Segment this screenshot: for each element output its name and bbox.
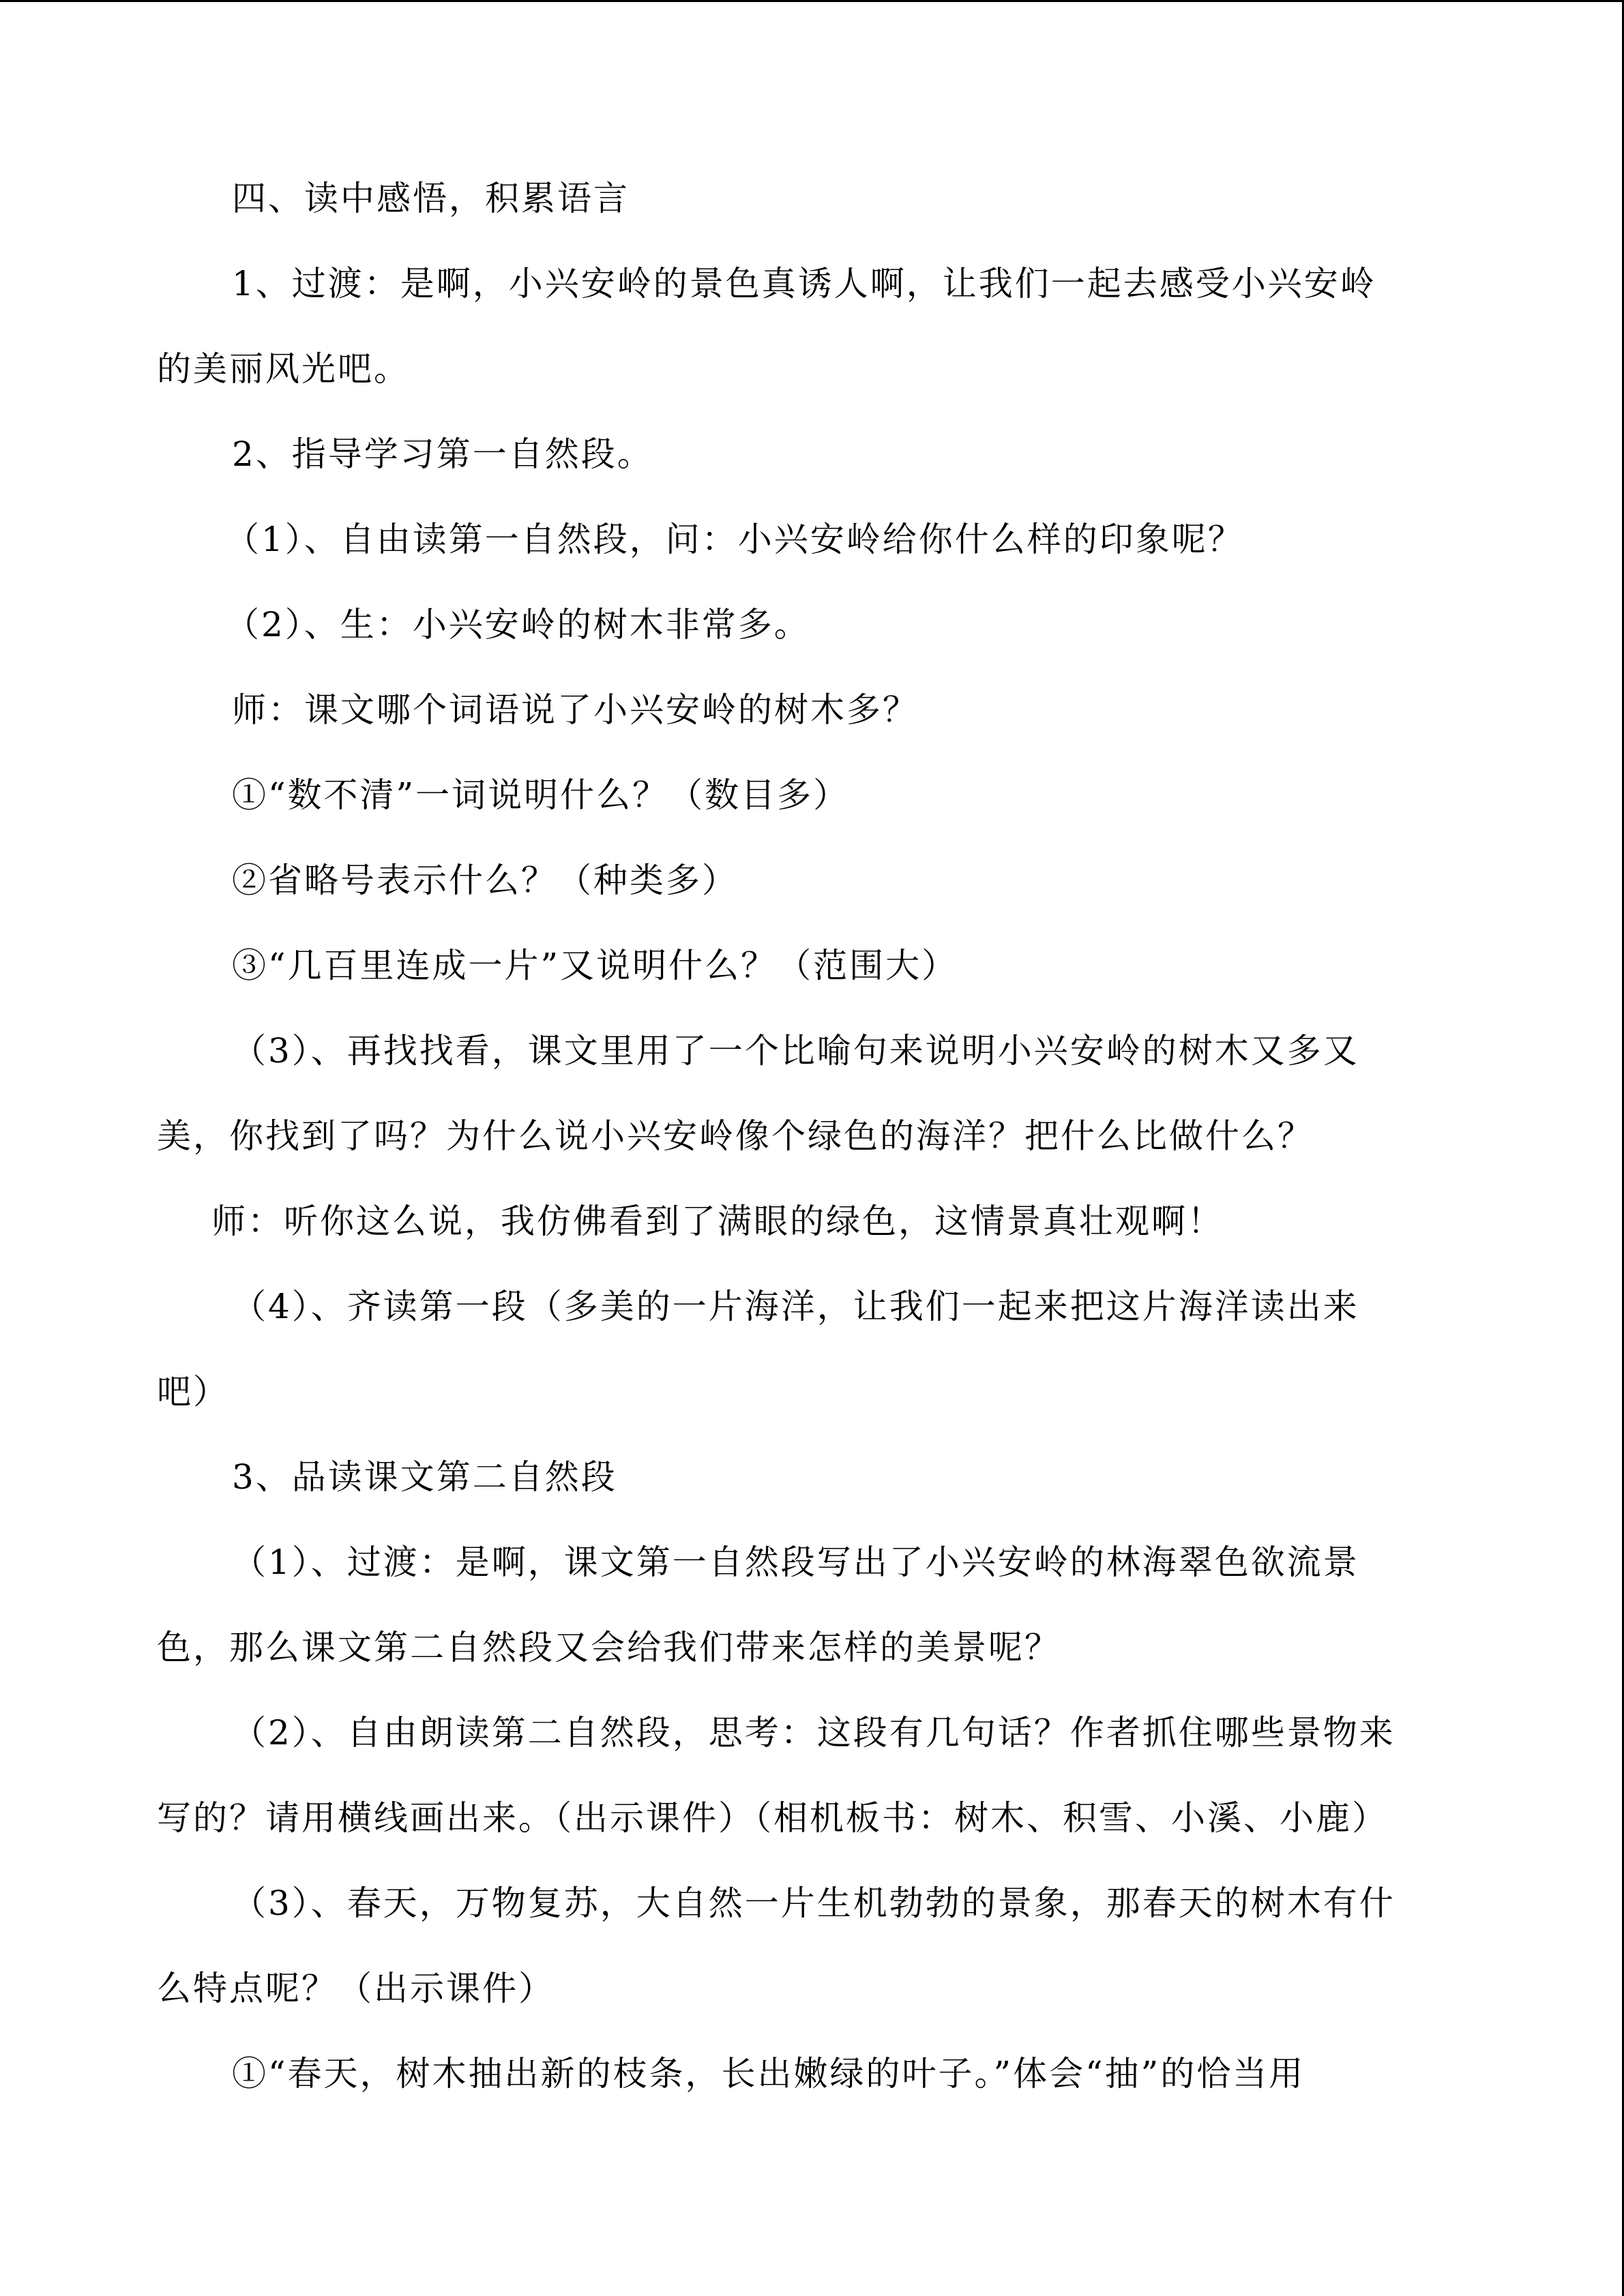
paragraph-line: ①“春天，树木抽出新的枝条，长出嫩绿的叶子。”体会“抽”的恰当用 bbox=[232, 2054, 1305, 2093]
paragraph-line: ①“数不清”一词说明什么？（数目多） bbox=[232, 775, 850, 815]
paragraph-line: （1）、过渡：是啊，课文第一自然段写出了小兴安岭的林海翠色欲流景 bbox=[232, 1542, 1359, 1582]
paragraph-line: 的美丽风光吧。 bbox=[157, 349, 410, 389]
paragraph-line: （3）、春天，万物复苏，大自然一片生机勃勃的景象，那春天的树木有什 bbox=[232, 1883, 1396, 1923]
section-heading: 四、读中感悟，积累语言 bbox=[232, 179, 630, 218]
section-heading: 3、品读课文第二自然段 bbox=[232, 1457, 617, 1497]
paragraph-line: 师：听你这么说，我仿佛看到了满眼的绿色，这情景真壮观啊！ bbox=[211, 1202, 1224, 1241]
paragraph-line: ③“几百里连成一片”又说明什么？（范围大） bbox=[232, 946, 958, 985]
paragraph-line: 师：课文哪个词语说了小兴安岭的树木多？ bbox=[232, 690, 919, 730]
paragraph-line: 么特点呢？（出示课件） bbox=[157, 1969, 555, 2008]
paragraph-line: ②省略号表示什么？（种类多） bbox=[232, 861, 738, 900]
paragraph-line: （3）、再找找看，课文里用了一个比喻句来说明小兴安岭的树木又多又 bbox=[232, 1031, 1359, 1071]
paragraph-line: 吧） bbox=[157, 1372, 229, 1412]
paragraph-line: （2）、自由朗读第二自然段，思考：这段有几句话？作者抓住哪些景物来 bbox=[232, 1713, 1396, 1753]
paragraph-line: 写的？请用横线画出来。（出示课件）（相机板书：树木、积雪、小溪、小鹿） bbox=[157, 1798, 1388, 1838]
paragraph-line: 色，那么课文第二自然段又会给我们带来怎样的美景呢？ bbox=[157, 1628, 1061, 1667]
paragraph-line: 1、过渡：是啊，小兴安岭的景色真诱人啊，让我们一起去感受小兴安岭 bbox=[232, 264, 1376, 303]
paragraph-line: 美，你找到了吗？为什么说小兴安岭像个绿色的海洋？把什么比做什么？ bbox=[157, 1116, 1314, 1156]
page-border-top bbox=[0, 0, 1624, 2]
paragraph-line: （2）、生：小兴安岭的树木非常多。 bbox=[225, 605, 810, 644]
paragraph-line: （1）、自由读第一自然段，问：小兴安岭给你什么样的印象呢？ bbox=[225, 520, 1244, 559]
paragraph-line: （4）、齐读第一段（多美的一片海洋，让我们一起来把这片海洋读出来 bbox=[232, 1287, 1359, 1326]
paragraph-line: 2、指导学习第一自然段。 bbox=[232, 434, 653, 474]
